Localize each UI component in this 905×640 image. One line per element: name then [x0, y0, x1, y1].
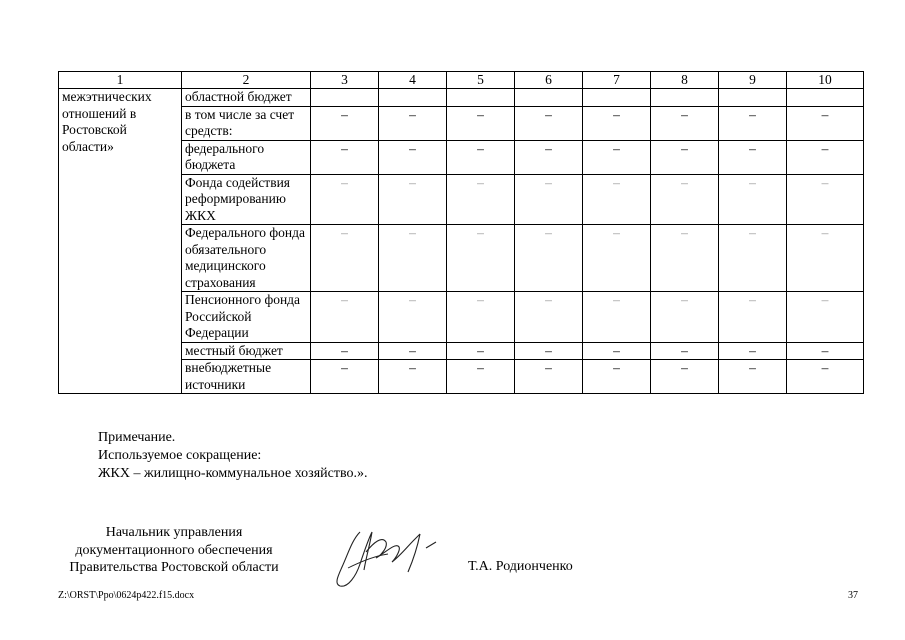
value-cell: –	[447, 174, 515, 225]
value-cell: –	[719, 174, 787, 225]
value-cell: –	[787, 106, 864, 140]
value-cell: –	[651, 140, 719, 174]
value-cell: –	[311, 342, 379, 360]
value-cell	[515, 89, 583, 107]
value-cell: –	[515, 106, 583, 140]
value-cell: –	[379, 225, 447, 292]
funding-source-cell: областной бюджет	[182, 89, 311, 107]
position-line: Начальник управления	[105, 525, 243, 540]
table-body	[59, 89, 864, 394]
value-cell: –	[719, 342, 787, 360]
table-row	[59, 89, 864, 107]
funding-source-cell: Пенсионного фонда Российской Федерации	[182, 292, 311, 343]
value-cell: –	[515, 360, 583, 394]
handwritten-signature	[330, 512, 450, 592]
value-cell: –	[311, 140, 379, 174]
value-cell	[447, 89, 515, 107]
value-cell: –	[583, 174, 651, 225]
value-cell: –	[447, 106, 515, 140]
value-cell	[379, 89, 447, 107]
value-cell: –	[719, 106, 787, 140]
column-header: 10	[787, 72, 864, 89]
value-cell: –	[311, 360, 379, 394]
value-cell: –	[379, 292, 447, 343]
column-header: 9	[719, 72, 787, 89]
note-line: ЖКХ – жилищно-коммунальное хозяйство.».	[98, 466, 368, 481]
value-cell: –	[447, 342, 515, 360]
value-cell: –	[787, 360, 864, 394]
value-cell	[583, 89, 651, 107]
position-line: Правительства Ростовской области	[69, 560, 279, 575]
value-cell: –	[787, 225, 864, 292]
value-cell: –	[651, 292, 719, 343]
value-cell: –	[583, 292, 651, 343]
value-cell: –	[787, 342, 864, 360]
note-title: Примечание.	[98, 430, 176, 445]
value-cell: –	[379, 106, 447, 140]
column-header: 5	[447, 72, 515, 89]
value-cell: –	[379, 140, 447, 174]
value-cell: –	[311, 174, 379, 225]
value-cell: –	[311, 106, 379, 140]
value-cell: –	[719, 292, 787, 343]
column-header: 3	[311, 72, 379, 89]
note-line: Используемое сокращение:	[98, 448, 262, 463]
column-header: 6	[515, 72, 583, 89]
funding-source-cell: в том числе за счет средств:	[182, 106, 311, 140]
value-cell: –	[447, 225, 515, 292]
value-cell: –	[379, 342, 447, 360]
value-cell: –	[515, 225, 583, 292]
value-cell: –	[515, 292, 583, 343]
value-cell: –	[583, 140, 651, 174]
value-cell: –	[787, 292, 864, 343]
value-cell: –	[311, 292, 379, 343]
value-cell: –	[651, 106, 719, 140]
value-cell: –	[515, 140, 583, 174]
value-cell: –	[651, 174, 719, 225]
value-cell: –	[651, 225, 719, 292]
funding-source-cell: внебюджетные источники	[182, 360, 311, 394]
value-cell: –	[447, 292, 515, 343]
value-cell: –	[379, 174, 447, 225]
column-header: 2	[182, 72, 311, 89]
program-name-cell: межэтнических отношений в Ростовской области»	[59, 89, 182, 394]
value-cell: –	[515, 342, 583, 360]
value-cell: –	[719, 360, 787, 394]
column-header: 4	[379, 72, 447, 89]
value-cell: –	[447, 140, 515, 174]
value-cell: –	[515, 174, 583, 225]
value-cell: –	[787, 140, 864, 174]
column-header: 8	[651, 72, 719, 89]
value-cell	[311, 89, 379, 107]
table-header-row	[59, 72, 864, 89]
budget-table	[58, 71, 864, 394]
funding-source-cell: Федерального фонда обязательного медицинского страхования	[182, 225, 311, 292]
value-cell: –	[787, 174, 864, 225]
value-cell: –	[651, 360, 719, 394]
note-block	[98, 429, 598, 483]
signatory-position	[58, 524, 290, 577]
funding-source-cell: местный бюджет	[182, 342, 311, 360]
value-cell: –	[447, 360, 515, 394]
value-cell: –	[583, 342, 651, 360]
page-number: 37	[848, 590, 858, 601]
signatory-name: Т.А. Родионченко	[468, 559, 573, 574]
value-cell: –	[719, 140, 787, 174]
value-cell: –	[379, 360, 447, 394]
funding-source-cell: федерального бюджета	[182, 140, 311, 174]
value-cell: –	[719, 225, 787, 292]
value-cell	[719, 89, 787, 107]
value-cell: –	[583, 360, 651, 394]
funding-source-cell: Фонда содействия реформированию ЖКХ	[182, 174, 311, 225]
value-cell	[787, 89, 864, 107]
column-header: 7	[583, 72, 651, 89]
value-cell: –	[583, 225, 651, 292]
value-cell: –	[583, 106, 651, 140]
file-path: Z:\ORST\Ppo\0624p422.f15.docx	[58, 590, 195, 601]
position-line: документационного обеспечения	[75, 542, 273, 558]
value-cell: –	[311, 225, 379, 292]
value-cell: –	[651, 342, 719, 360]
column-header: 1	[59, 72, 182, 89]
value-cell	[651, 89, 719, 107]
